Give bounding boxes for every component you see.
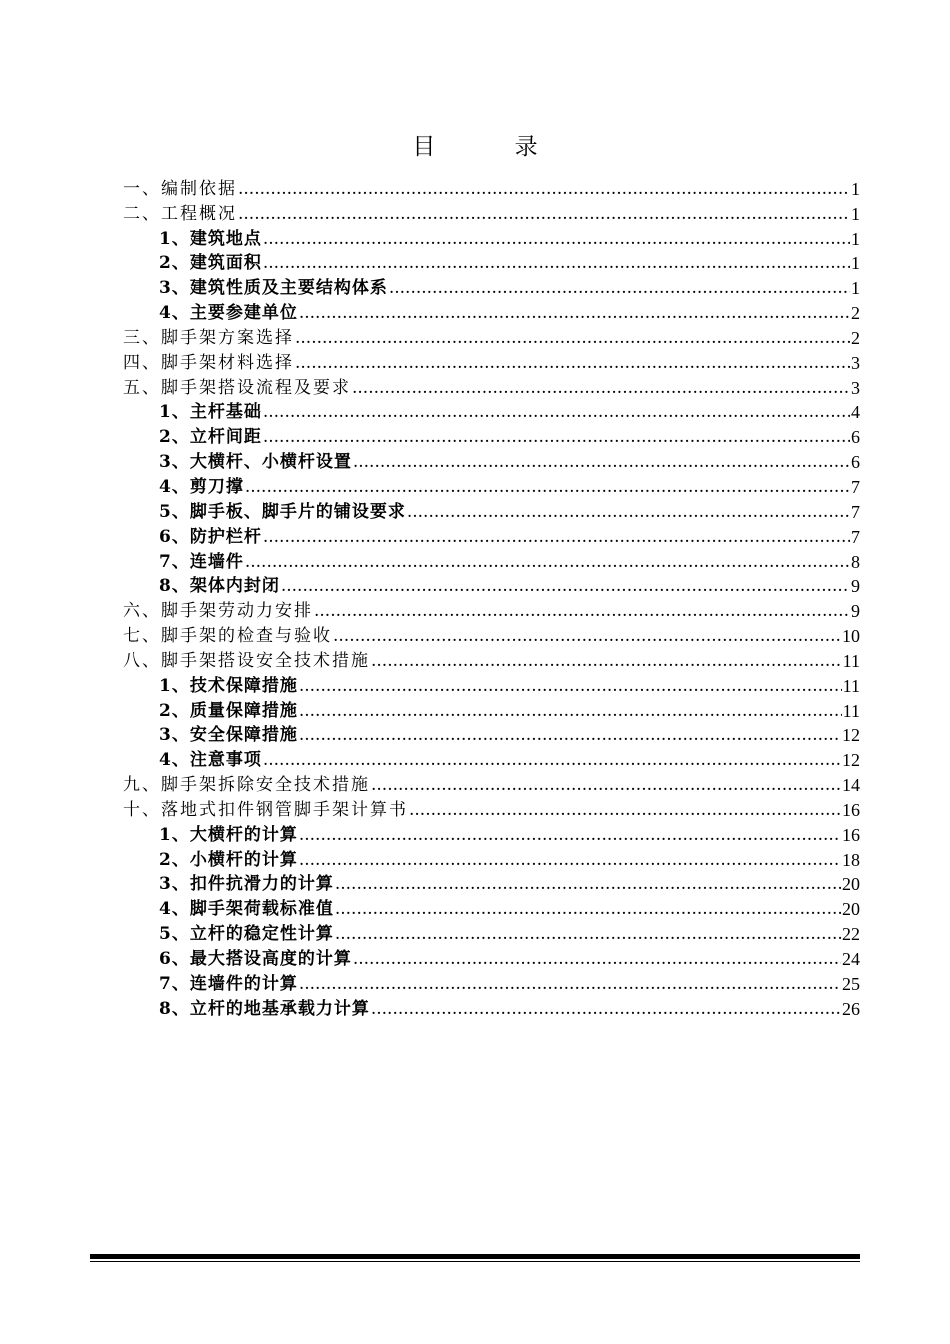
toc-entry-label: 3、大横杆、小横杆设置 — [159, 452, 352, 473]
toc-entry-page-number: 11 — [842, 675, 860, 696]
toc-entry-page-number: 4 — [851, 402, 860, 423]
toc-entry-label: 2、质量保障措施 — [159, 700, 298, 721]
toc-entry-label: 8、架体内封闭 — [159, 576, 280, 597]
toc-entry-label: 1、技术保障措施 — [159, 675, 298, 696]
toc-entry[interactable] — [123, 348, 860, 373]
toc-entry-label: 1、主杆基础 — [159, 402, 262, 423]
toc-dot-leader — [371, 651, 842, 671]
toc-entry[interactable] — [123, 646, 860, 671]
toc-entry[interactable] — [123, 298, 860, 323]
toc-entry-page-number: 1 — [851, 203, 860, 224]
toc-dot-leader — [352, 378, 850, 398]
toc-entry-label: 2、小横杆的计算 — [159, 849, 298, 870]
toc-entry-label: 四、脚手架材料选择 — [123, 352, 294, 373]
toc-entry[interactable] — [123, 249, 860, 274]
toc-dot-leader — [335, 924, 841, 944]
toc-entry-label: 3、扣件抗滑力的计算 — [159, 874, 334, 895]
toc-entry[interactable] — [123, 696, 860, 721]
toc-entry-page-number: 20 — [842, 899, 860, 920]
toc-entry-label: 8、立杆的地基承载力计算 — [159, 998, 370, 1019]
toc-entry-label: 五、脚手架搭设流程及要求 — [123, 377, 351, 398]
toc-dot-leader — [353, 452, 850, 472]
toc-entry-page-number: 20 — [842, 874, 860, 895]
toc-entry-page-number: 12 — [842, 725, 860, 746]
toc-entry-label: 4、主要参建单位 — [159, 303, 298, 324]
toc-entry-label: 2、建筑面积 — [159, 253, 262, 274]
toc-entry[interactable] — [123, 969, 860, 994]
toc-entry[interactable] — [123, 894, 860, 919]
page-title: 目 录 — [412, 134, 574, 160]
toc-entry[interactable] — [123, 795, 860, 820]
toc-dot-leader — [299, 850, 841, 870]
toc-entry-page-number: 9 — [851, 601, 860, 622]
toc-dot-leader — [281, 576, 850, 596]
toc-entry[interactable] — [123, 770, 860, 795]
toc-entry-label: 2、立杆间距 — [159, 427, 262, 448]
toc-entry[interactable] — [123, 398, 860, 423]
toc-entry-label: 4、剪刀撑 — [159, 476, 244, 497]
toc-entry-label: 7、连墙件的计算 — [159, 973, 298, 994]
toc-entry[interactable] — [123, 472, 860, 497]
toc-dot-leader — [299, 974, 841, 994]
toc-entry-page-number: 1 — [851, 178, 860, 199]
toc-entry[interactable] — [123, 870, 860, 895]
toc-entry[interactable] — [123, 721, 860, 746]
toc-dot-leader — [299, 725, 841, 745]
toc-entry-page-number: 7 — [851, 526, 860, 547]
toc-entry-page-number: 12 — [842, 750, 860, 771]
toc-entry-label: 六、脚手架劳动力安排 — [123, 601, 313, 622]
toc-dot-leader — [335, 874, 841, 894]
toc-entry[interactable] — [123, 919, 860, 944]
toc-entry[interactable] — [123, 994, 860, 1019]
toc-dot-leader — [245, 477, 850, 497]
toc-entry[interactable] — [123, 572, 860, 597]
toc-entry-label: 3、安全保障措施 — [159, 725, 298, 746]
toc-entry[interactable] — [123, 323, 860, 348]
footer-rule-thick — [90, 1254, 860, 1259]
toc-entry[interactable] — [123, 199, 860, 224]
toc-dot-leader — [407, 502, 850, 522]
toc-entry[interactable] — [123, 547, 860, 572]
toc-dot-leader — [299, 676, 842, 696]
toc-entry-label: 6、最大搭设高度的计算 — [159, 949, 352, 969]
toc-dot-leader — [263, 229, 850, 249]
toc-entry-page-number: 18 — [842, 849, 860, 870]
toc-dot-leader — [371, 999, 841, 1019]
toc-dot-leader — [263, 750, 841, 770]
toc-entry-label: 一、编制依据 — [123, 178, 237, 199]
toc-entry-page-number: 1 — [851, 278, 860, 299]
toc-dot-leader — [299, 701, 842, 721]
toc-entry-page-number: 3 — [851, 377, 860, 398]
toc-entry[interactable] — [123, 273, 860, 298]
toc-entry-label: 三、脚手架方案选择 — [123, 327, 294, 348]
toc-entry-label: 4、脚手架荷载标准值 — [159, 899, 334, 920]
toc-entry-page-number: 11 — [842, 650, 860, 671]
toc-entry-page-number: 7 — [851, 501, 860, 522]
toc-entry-page-number: 14 — [842, 775, 860, 796]
toc-dot-leader — [238, 204, 850, 224]
toc-dot-leader — [371, 775, 841, 795]
toc-entry-page-number: 25 — [842, 973, 860, 994]
toc-dot-leader — [295, 353, 850, 373]
toc-entry-label: 八、脚手架搭设安全技术措施 — [123, 650, 370, 671]
toc-dot-leader — [389, 278, 850, 298]
toc-dot-leader — [263, 527, 850, 547]
toc-dot-leader — [333, 626, 841, 646]
toc-dot-leader — [263, 253, 850, 273]
toc-dot-leader — [353, 949, 841, 969]
toc-dot-leader — [245, 552, 850, 572]
toc-entry-label: 7、连墙件 — [159, 551, 244, 572]
toc-entry[interactable] — [123, 845, 860, 870]
toc-dot-leader — [295, 328, 850, 348]
table-of-contents — [123, 174, 860, 1019]
toc-entry[interactable] — [123, 944, 860, 969]
toc-entry-label: 5、立杆的稳定性计算 — [159, 924, 334, 945]
toc-entry-label: 九、脚手架拆除安全技术措施 — [123, 775, 370, 796]
toc-dot-leader — [238, 179, 850, 199]
toc-entry[interactable] — [123, 820, 860, 845]
toc-entry[interactable] — [123, 497, 860, 522]
toc-dot-leader — [299, 825, 841, 845]
toc-entry[interactable] — [123, 174, 860, 199]
toc-entry-label: 十、落地式扣件钢管脚手架计算书 — [123, 799, 408, 820]
toc-entry[interactable] — [123, 596, 860, 621]
toc-entry-page-number: 8 — [851, 551, 860, 572]
toc-entry-page-number: 6 — [851, 427, 860, 448]
toc-entry-label: 1、建筑地点 — [159, 228, 262, 249]
toc-entry-label: 6、防护栏杆 — [159, 526, 262, 547]
toc-entry[interactable] — [123, 522, 860, 547]
toc-entry-page-number: 16 — [842, 799, 860, 820]
toc-entry[interactable] — [123, 373, 860, 398]
toc-entry[interactable] — [123, 621, 860, 646]
toc-entry-page-number: 6 — [851, 452, 860, 473]
footer-rule-thin — [90, 1261, 860, 1262]
toc-dot-leader — [335, 899, 841, 919]
toc-dot-leader — [409, 800, 841, 820]
toc-entry-label: 3、建筑性质及主要结构体系 — [159, 278, 388, 299]
toc-entry-page-number: 1 — [851, 253, 860, 274]
toc-dot-leader — [299, 303, 850, 323]
toc-entry[interactable] — [123, 422, 860, 447]
toc-entry-label: 1、大横杆的计算 — [159, 824, 298, 845]
toc-entry-page-number: 16 — [842, 824, 860, 845]
toc-entry-page-number: 2 — [851, 303, 860, 324]
toc-dot-leader — [263, 427, 850, 447]
toc-dot-leader — [263, 402, 850, 422]
toc-entry-page-number: 26 — [842, 998, 860, 1019]
toc-entry-page-number: 7 — [851, 476, 860, 497]
toc-entry-page-number: 9 — [851, 576, 860, 597]
toc-entry-label: 七、脚手架的检查与验收 — [123, 626, 332, 647]
toc-entry[interactable] — [123, 671, 860, 696]
toc-entry-page-number: 22 — [842, 924, 860, 945]
toc-entry-page-number: 24 — [842, 949, 860, 969]
toc-entry-label: 4、注意事项 — [159, 750, 262, 771]
toc-entry[interactable] — [123, 745, 860, 770]
toc-entry-page-number: 10 — [842, 626, 860, 647]
toc-dot-leader — [314, 601, 850, 621]
toc-entry[interactable] — [123, 224, 860, 249]
toc-entry-page-number: 2 — [851, 327, 860, 348]
toc-entry-label: 5、脚手板、脚手片的铺设要求 — [159, 501, 406, 522]
toc-entry-page-number: 11 — [842, 700, 860, 721]
toc-entry-page-number: 1 — [851, 228, 860, 249]
toc-entry-page-number: 3 — [851, 352, 860, 373]
footer-rule — [90, 1254, 860, 1262]
toc-entry[interactable] — [123, 447, 860, 472]
toc-entry-label: 二、工程概况 — [123, 203, 237, 224]
